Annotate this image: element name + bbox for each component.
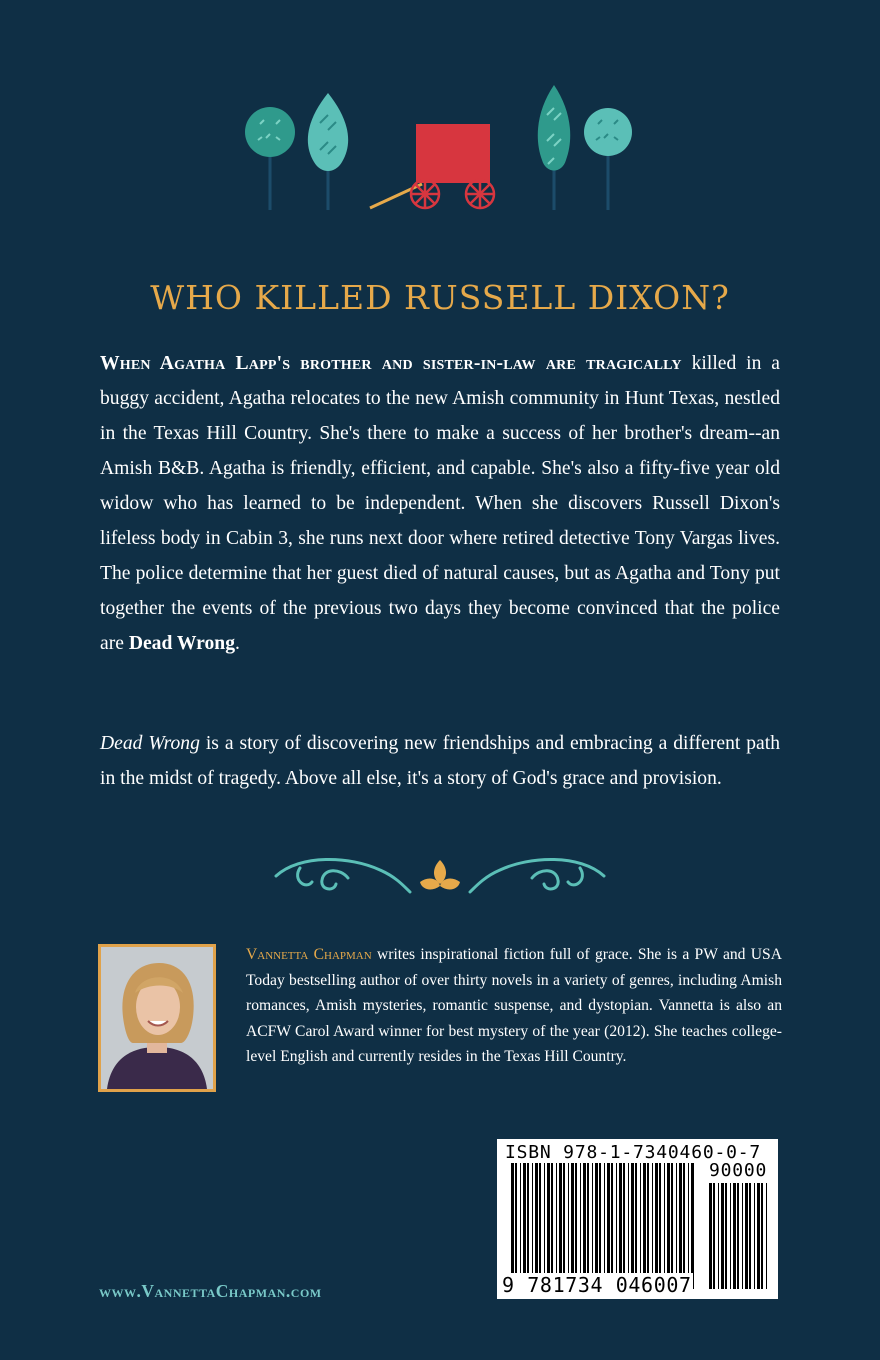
blurb2-body: is a story of discovering new friendships and embracing a different path in the midst of tragedy. Above all else, it's a story of God's grace and provision. <box>100 733 780 789</box>
leaf-sprig-icon <box>420 860 460 889</box>
author-portrait-image <box>101 947 213 1089</box>
headline: WHO KILLED RUSSELL DIXON? <box>150 278 730 317</box>
blurb-paragraph <box>100 346 780 661</box>
round-tree-icon <box>245 107 295 210</box>
author-website: www.VannettaChapman.com <box>99 1281 322 1301</box>
author-bio-text: writes inspirational fiction full of grace. She is a PW and USA Today bestselling author of over thirty novels in a variety of genres, including Amish romances, Amish mysteries, romantic suspense, and dystopian. Vannetta is also an ACFW Carol Award winner for best mystery of the year (2012). She teaches college- level English and currently resides in the Texas Hill Country. <box>246 946 782 1066</box>
author-photo <box>98 944 216 1092</box>
book-title-italic: Dead Wrong <box>100 733 200 754</box>
scroll-ornament-divider <box>270 846 610 906</box>
blurb-lead: When Agatha Lapp's brother and sister-in-law are tragically <box>100 353 682 374</box>
isbn-barcode <box>497 1139 778 1299</box>
author-bio <box>246 942 782 1070</box>
blurb-body: killed in a buggy accident, Agatha relocates to the new Amish community in Hunt Texas, nestled in the Texas Hill Country. She's there to make a success of her brother's dream--an Amish B&B. Agatha is friendly, efficient, and capable. She's also a fifty-five year old widow who has learned to be independent. When she discovers Russell Dixon's lifeless body in Cabin 3, she runs next door where retired detective Tony Vargas lives. The police determine that her guest died of natural causes, but as Agatha and Tony put together the events of the previous two days they become convinced that the police are <box>100 353 780 654</box>
blurb-end: . <box>235 633 240 654</box>
author-name: Vannetta Chapman <box>246 946 372 963</box>
trees-and-buggy-illustration <box>236 80 646 220</box>
blurb-second-paragraph <box>100 726 780 796</box>
isbn-digits: 9 781734 046007 <box>502 1273 692 1297</box>
isbn-label: ISBN 978-1-7340460-0-7 <box>505 1142 762 1163</box>
buggy-icon <box>370 124 494 208</box>
tall-tree-icon <box>538 85 570 210</box>
leaf-tree-icon <box>308 93 348 210</box>
price-code: 90000 <box>709 1160 768 1181</box>
round-tree-icon <box>584 108 632 210</box>
blurb-emphasis: Dead Wrong <box>128 633 235 654</box>
